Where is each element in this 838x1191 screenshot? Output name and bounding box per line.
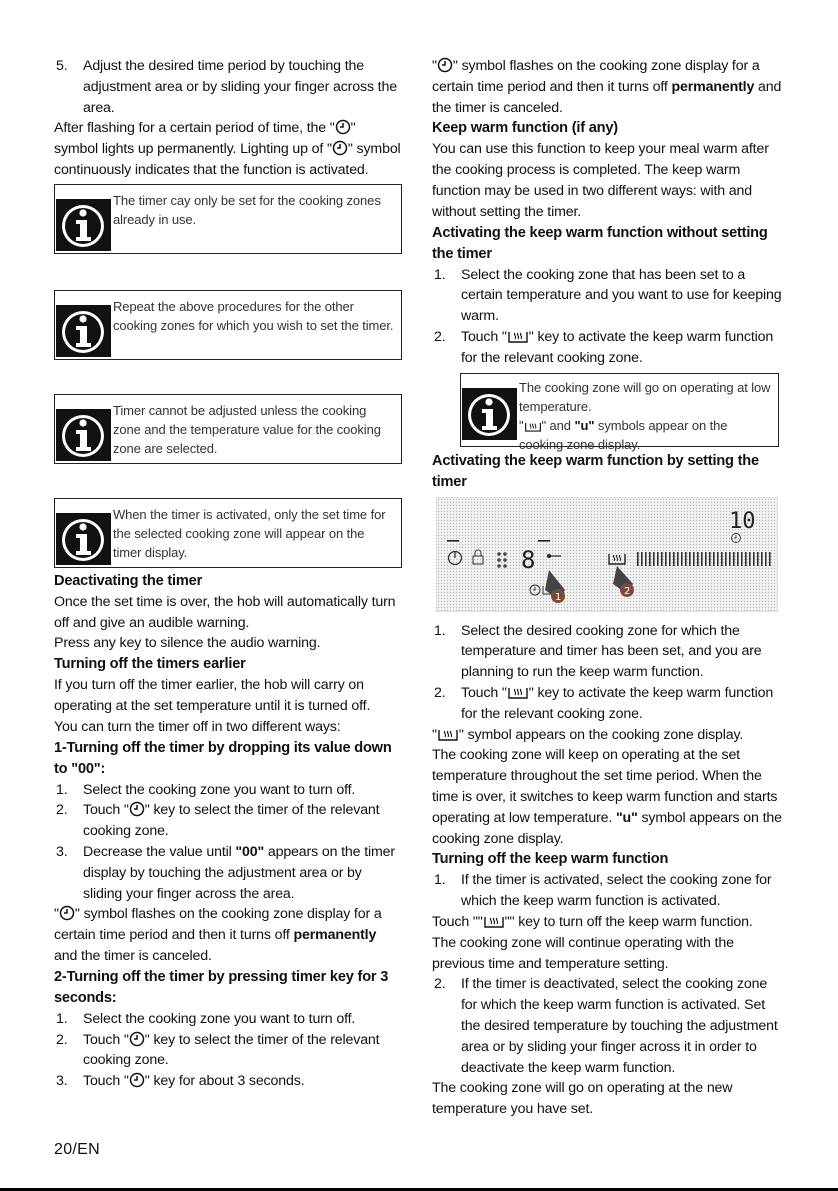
timer-icon bbox=[129, 801, 145, 817]
symbol-appears-paragraph: " " symbol appears on the cooking zone display. bbox=[432, 726, 744, 743]
paragraph: Once the set time is over, the hob will automatically turn off and give an audible warning. bbox=[54, 593, 396, 631]
slider-tick bbox=[729, 552, 731, 566]
slider-tick bbox=[705, 552, 707, 566]
paragraph: You can turn the timer off in two different ways: bbox=[54, 718, 341, 735]
timer-icon bbox=[437, 57, 453, 73]
slider-tick bbox=[697, 552, 699, 566]
continue-paragraph: The cooking zone will keep on operating at the set temperature throughout the set time period. When the time is over, it switches to keep warm function and starts operating at low temperature. "u" symbol appears on the cooking zone display. bbox=[432, 747, 782, 847]
keep-warm-icon bbox=[437, 728, 459, 742]
step-text: Adjust the desired time period by touching the adjustment area or by sliding your finger across the area. bbox=[83, 58, 397, 116]
way2-step-2: 2. Touch " " key to select the timer of the relevant cooking zone. bbox=[56, 1031, 380, 1069]
slider-tick bbox=[657, 552, 659, 566]
no-timer-step-2: 2. Touch " " key to activate the keep warm function for the relevant cooking zone. bbox=[434, 328, 774, 366]
keep-warm-icon bbox=[524, 421, 542, 433]
heading-deactivating-timer: Deactivating the timer bbox=[54, 572, 203, 589]
info-icon bbox=[56, 199, 111, 251]
way1-step-3: 3. Decrease the value until "00" appears on the timer display by touching the adjustment area or by sliding your finger across the area. bbox=[56, 843, 395, 902]
slider-tick bbox=[737, 552, 739, 566]
timer-icon bbox=[335, 119, 351, 135]
svg-text:1: 1 bbox=[555, 591, 562, 603]
touch-paragraph: Touch "" "" key to turn off the keep warm function. bbox=[432, 913, 753, 930]
heading-turning-off-keep-warm: Turning off the keep warm function bbox=[432, 851, 669, 868]
way2-step-1: 1. Select the cooking zone you want to turn off. bbox=[56, 1010, 356, 1027]
slider-tick bbox=[749, 552, 751, 566]
after-flash-paragraph: After flashing for a certain period of time, the " " symbol lights up permanently. Lighting up of " " symbol continuously indicates that the function is activated. bbox=[54, 120, 401, 178]
slider-tick bbox=[753, 552, 755, 566]
slider-tick bbox=[693, 552, 695, 566]
zone-indicator bbox=[447, 540, 459, 542]
slider-tick bbox=[757, 552, 759, 566]
heading-with-timer: Activating the keep warm function by setting the timer bbox=[432, 452, 759, 490]
right-column bbox=[432, 56, 782, 1120]
slider-tick bbox=[721, 552, 723, 566]
left-column bbox=[54, 56, 402, 1092]
timer-icon bbox=[332, 140, 348, 156]
timer-icon bbox=[59, 905, 75, 921]
slider-tick bbox=[661, 552, 663, 566]
info-icon bbox=[56, 409, 111, 461]
info-note-5 bbox=[460, 373, 779, 452]
info-icon bbox=[56, 305, 111, 357]
slider-tick bbox=[725, 552, 727, 566]
slider-tick bbox=[677, 552, 679, 566]
slider-tick bbox=[689, 552, 691, 566]
page-number: 20/EN bbox=[54, 1141, 100, 1158]
slider-tick bbox=[765, 552, 767, 566]
hob-control-panel-illustration bbox=[436, 497, 778, 612]
info-note-2 bbox=[54, 290, 402, 360]
slider-tick bbox=[641, 552, 643, 566]
info-icon bbox=[56, 513, 111, 565]
svg-text:2: 2 bbox=[624, 585, 631, 597]
info-note-3 bbox=[54, 394, 402, 464]
zone-display: 8 bbox=[521, 545, 536, 574]
slider-tick bbox=[649, 552, 651, 566]
slider-tick bbox=[733, 552, 735, 566]
slider-tick bbox=[701, 552, 703, 566]
paragraph: If you turn off the timer earlier, the hob will carry on operating at the set temperature until it is turned off. bbox=[54, 677, 371, 714]
heading-way-1: 1-Turning off the timer by dropping its value down to "00": bbox=[54, 739, 392, 777]
slider-tick bbox=[665, 552, 667, 566]
slider-tick bbox=[669, 552, 671, 566]
step-number: 5. bbox=[56, 58, 68, 74]
keep-warm-icon bbox=[507, 330, 529, 344]
slider-tick bbox=[653, 552, 655, 566]
slider-tick bbox=[673, 552, 675, 566]
heading-turning-off-timers: Turning off the timers earlier bbox=[54, 656, 246, 673]
timer-icon bbox=[129, 1072, 145, 1088]
slider-tick bbox=[681, 552, 683, 566]
no-timer-step-1: 1. Select the cooking zone that has been set to a certain temperature and you want to use for keeping warm. bbox=[434, 266, 782, 325]
info-note-1 bbox=[54, 184, 402, 254]
info-note-text: The cooking zone will go on operating at low temperature. " " and "u" symbols appear on the cooking zone display. bbox=[519, 379, 771, 452]
slider-tick bbox=[769, 552, 771, 566]
heading-keep-warm: Keep warm function (if any) bbox=[432, 120, 618, 137]
paragraph: The cooking zone will go on operating at the new temperature you have set. bbox=[432, 1080, 733, 1118]
info-note-text: When the timer is activated, only the set time for the selected cooking zone will appear on the timer display. bbox=[113, 506, 386, 560]
slider-tick bbox=[745, 552, 747, 566]
heading-without-timer: Activating the keep warm function without setting the timer bbox=[432, 224, 768, 262]
way1-step-1: 1. Select the cooking zone you want to turn off. bbox=[56, 781, 356, 798]
timer-cancel-paragraph: " " symbol flashes on the cooking zone display for a certain time period and then it turns off permanently and the timer is canceled. bbox=[432, 58, 782, 116]
keep-warm-icon bbox=[507, 686, 529, 700]
way1-step-2: 2. Touch " " key to select the timer of the relevant cooking zone. bbox=[56, 802, 380, 840]
slider-tick bbox=[685, 552, 687, 566]
info-note-text: Repeat the above procedures for the other cooking zones for which you wish to set the timer. bbox=[113, 298, 394, 333]
step-5 bbox=[54, 56, 402, 118]
paragraph: You can use this function to keep your meal warm after the cooking process is completed. The keep warm function may be used in two different ways: with and without setting the timer. bbox=[432, 141, 769, 220]
paragraph: The cooking zone will continue operating with the previous time and temperature setting. bbox=[432, 934, 734, 972]
zone-indicator bbox=[538, 540, 550, 542]
slider-tick bbox=[645, 552, 647, 566]
info-note-text: The timer cay only be set for the cooking zones already in use. bbox=[113, 192, 381, 227]
turn-off-step-2: 2. If the timer is deactivated, select the cooking zone for which the keep warm function is activated. Set the desired temperature by touching the adjustment area or by sliding your finger across it in order to deactivate the keep warm function. bbox=[434, 976, 778, 1076]
slider-tick bbox=[741, 552, 743, 566]
slider-tick bbox=[637, 552, 639, 566]
info-icon bbox=[462, 388, 517, 440]
turn-off-step-1: 1. If the timer is activated, select the cooking zone for which the keep warm function is activated. bbox=[434, 872, 772, 910]
info-note-4 bbox=[54, 498, 402, 568]
way2-step-3: 3. Touch " " key for about 3 seconds. bbox=[56, 1073, 305, 1090]
timer-icon bbox=[129, 1031, 145, 1047]
with-timer-step-2: 2. Touch " " key to activate the keep warm function for the relevant cooking zone. bbox=[434, 684, 774, 722]
with-timer-step-1: 1. Select the desired cooking zone for which the temperature and timer has been set, and you are planning to run the keep warm function. bbox=[434, 622, 762, 681]
slider-tick bbox=[709, 552, 711, 566]
heading-way-2: 2-Turning off the timer by pressing timer key for 3 seconds: bbox=[54, 968, 389, 1006]
slider-tick bbox=[761, 552, 763, 566]
slider-tick bbox=[717, 552, 719, 566]
info-note-text: Timer cannot be adjusted unless the cooking zone and the temperature value for the cooking zone are selected. bbox=[113, 402, 381, 456]
paragraph: Press any key to silence the audio warning. bbox=[54, 635, 321, 652]
slider-tick bbox=[713, 552, 715, 566]
timer-display: 10 bbox=[729, 508, 756, 534]
way1-after-paragraph: " " symbol flashes on the cooking zone display for a certain time period and then it turns off permanently and the timer is canceled. bbox=[54, 906, 382, 964]
keep-warm-icon bbox=[483, 915, 505, 929]
